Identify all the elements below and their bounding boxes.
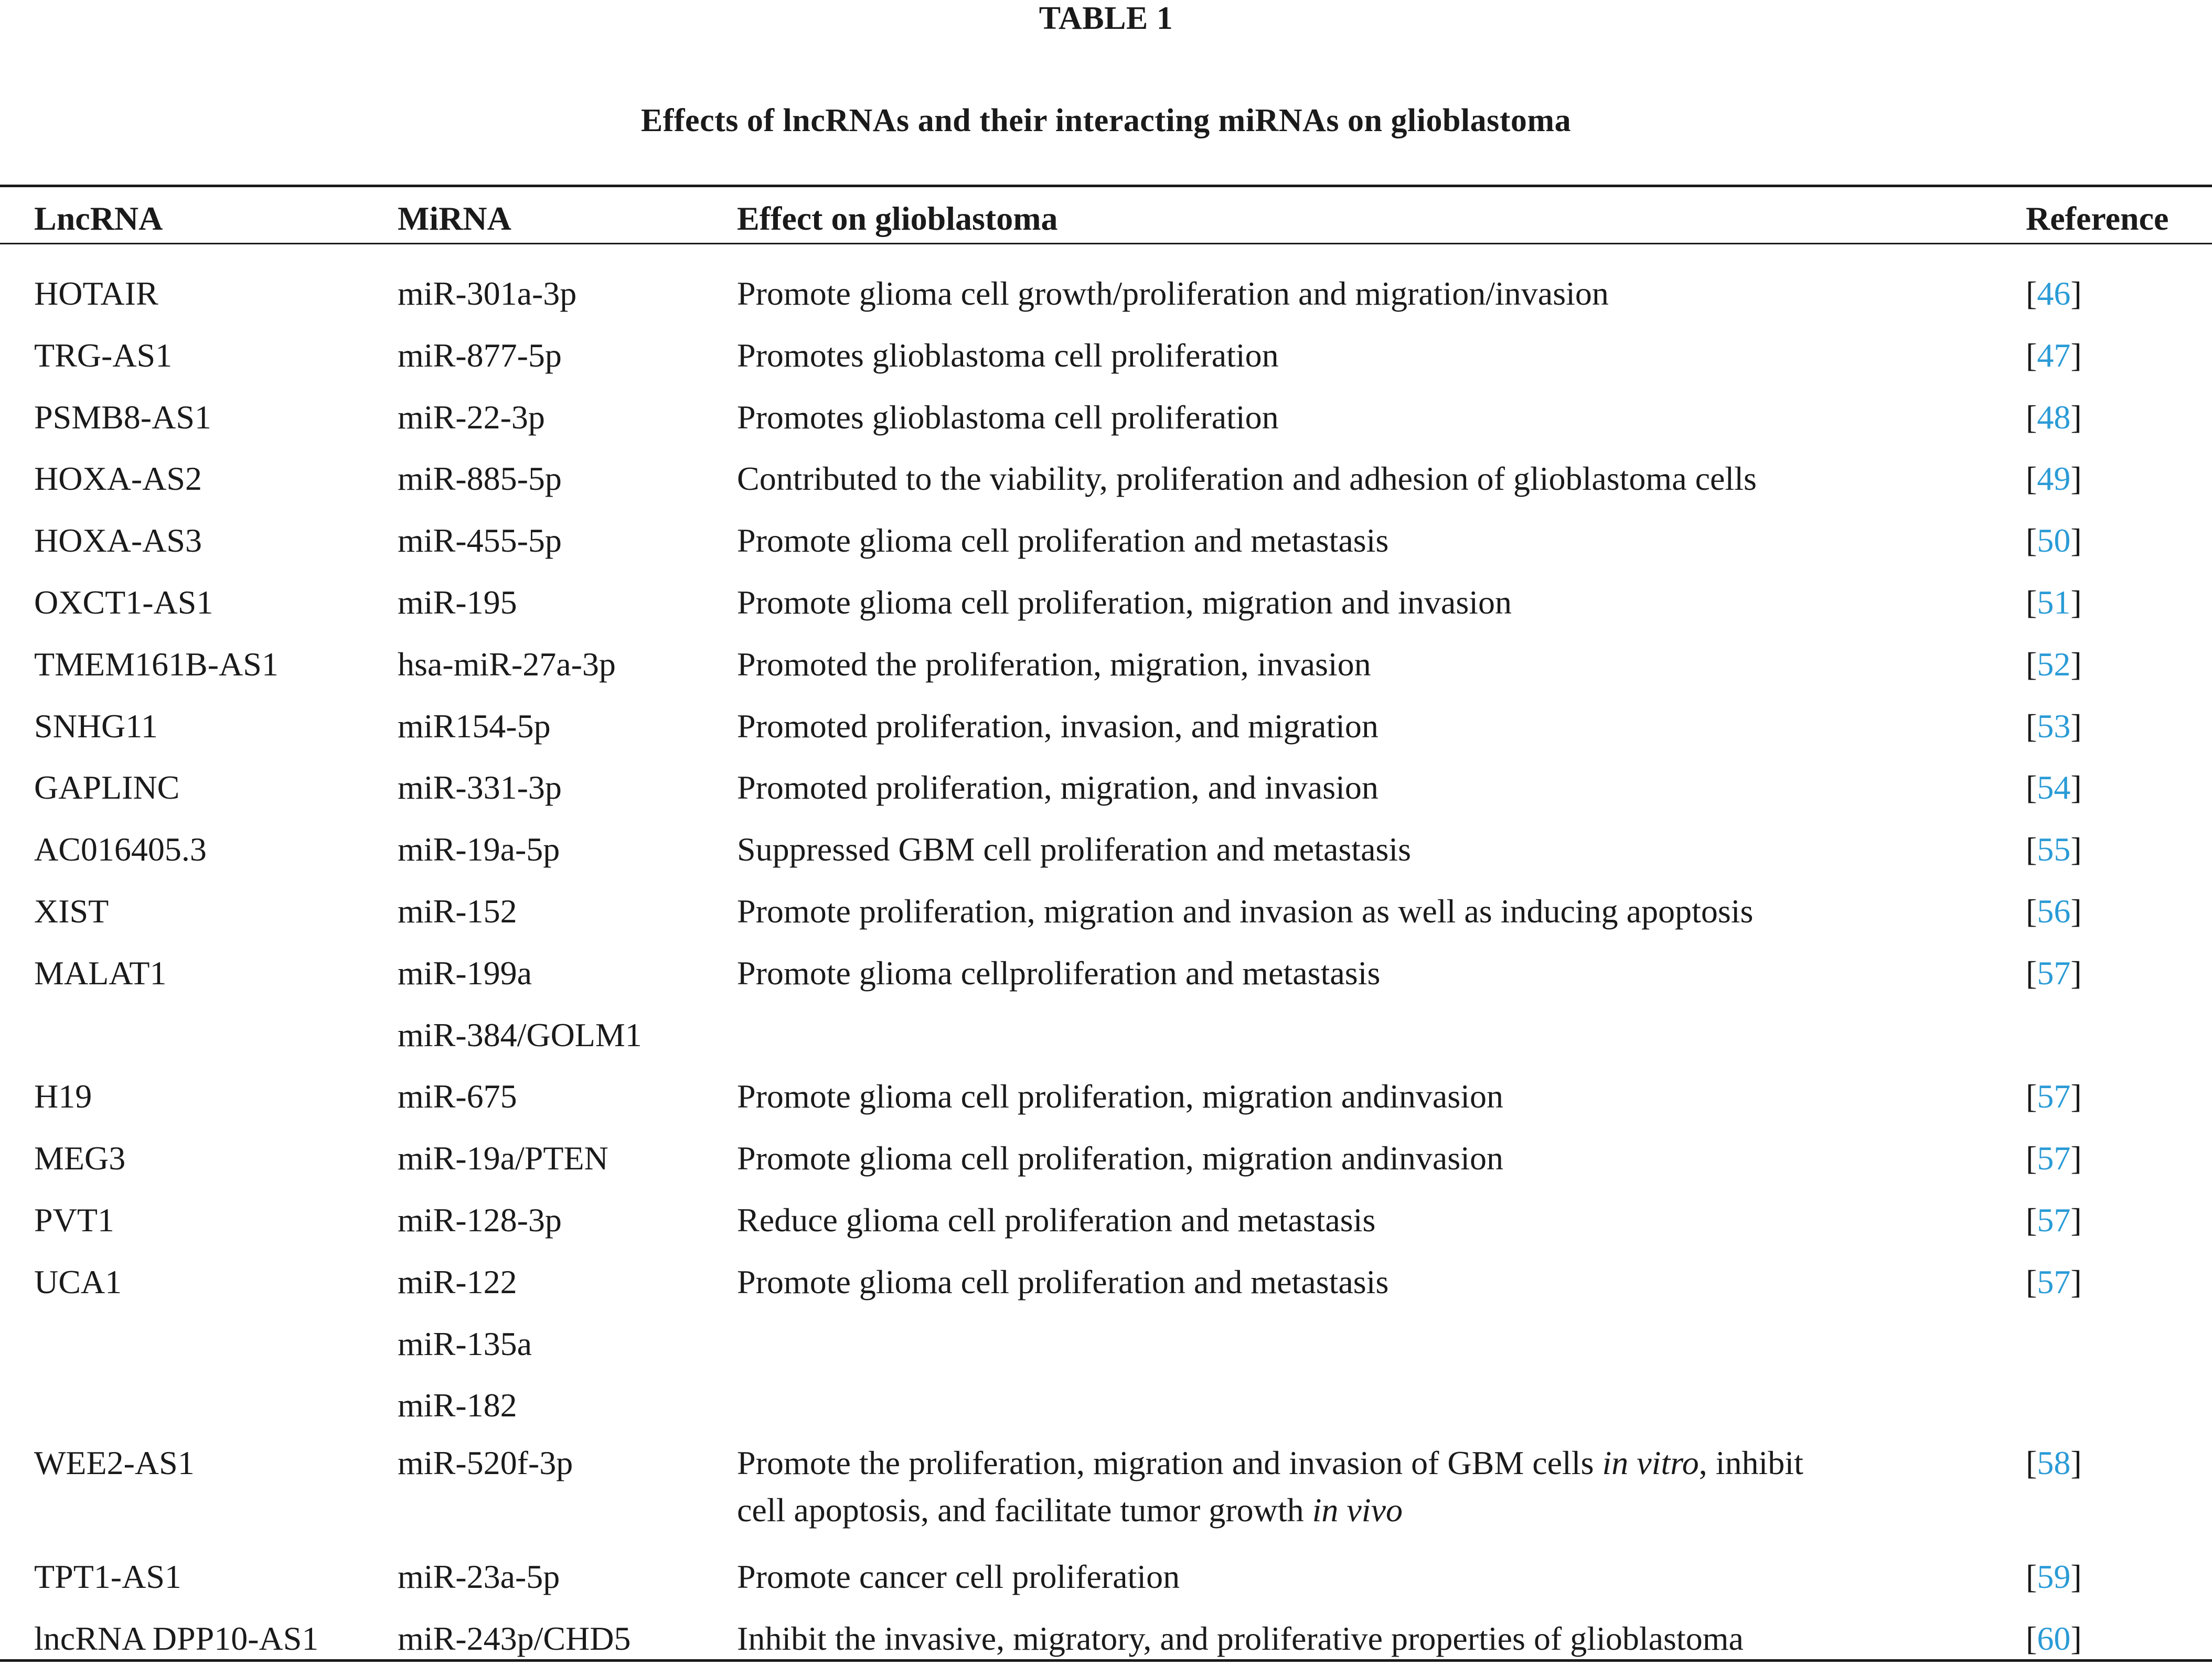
reference-link[interactable]: 46 [2037, 275, 2071, 312]
cell-mirna: miR-23a-5p [398, 1558, 560, 1595]
reference-link[interactable]: 51 [2037, 584, 2071, 621]
cell-effect: Promote glioma cell proliferation and metastasis [737, 522, 1389, 559]
reference-link[interactable]: 57 [2037, 1201, 2071, 1239]
cell-mirna: miR-152 [398, 893, 517, 930]
cell-effect: Promote cancer cell proliferation [737, 1558, 1180, 1595]
effect-text: Promote the proliferation, migration and invasion of GBM cells [737, 1444, 1602, 1481]
reference-link[interactable]: 58 [2037, 1444, 2071, 1481]
cell-mirna: miR154-5p [398, 707, 551, 745]
cell-mirna: miR-135a [398, 1325, 532, 1362]
cell-lncrna: XIST [34, 893, 109, 930]
reference-link[interactable]: 49 [2037, 460, 2071, 497]
cell-effect: Promote glioma cellproliferation and metastasis [737, 954, 1381, 992]
reference-link[interactable]: 57 [2037, 1140, 2071, 1177]
effect-text: , inhibit [1698, 1444, 1803, 1481]
row-wee2-lncrna: WEE2-AS1 [34, 1444, 195, 1481]
row-wee2-mirna: miR-520f-3p [398, 1444, 573, 1481]
cell-lncrna: H19 [34, 1078, 92, 1115]
cell-lncrna: SNHG11 [34, 707, 158, 745]
reference-link[interactable]: 57 [2037, 954, 2071, 992]
cell-mirna: miR-19a-5p [398, 831, 560, 868]
reference-link[interactable]: 52 [2037, 646, 2071, 683]
table-title: Effects of lncRNAs and their interacting miRNAs on glioblastoma [640, 103, 1572, 138]
header-rule [0, 243, 2212, 244]
header-effect: Effect on glioblastoma [737, 200, 1058, 237]
cell-reference[interactable]: [53] [2026, 707, 2082, 745]
reference-link[interactable]: 60 [2037, 1620, 2071, 1657]
cell-mirna: miR-195 [398, 584, 517, 621]
cell-lncrna: PSMB8-AS1 [34, 399, 211, 436]
cell-reference[interactable]: [46] [2026, 275, 2082, 312]
row-wee2-effect [737, 1439, 2022, 1534]
table-label: TABLE 1 [1039, 1, 1173, 36]
cell-mirna: miR-331-3p [398, 769, 562, 806]
cell-lncrna: TMEM161B-AS1 [34, 646, 279, 683]
cell-effect: Promote glioma cell proliferation and metastasis [737, 1263, 1389, 1300]
effect-italic: in vivo [1312, 1491, 1403, 1529]
cell-effect: Promote glioma cell growth/proliferation and migration/invasion [737, 275, 1609, 312]
cell-reference[interactable]: [51] [2026, 584, 2082, 621]
cell-lncrna: HOXA-AS3 [34, 522, 202, 559]
cell-effect: Promote glioma cell proliferation, migration andinvasion [737, 1078, 1503, 1115]
reference-link[interactable]: 57 [2037, 1263, 2071, 1300]
cell-effect: Promote proliferation, migration and invasion as well as inducing apoptosis [737, 893, 1754, 930]
reference-link[interactable]: 59 [2037, 1558, 2071, 1595]
row-wee2-effect-line2 [737, 1487, 2022, 1534]
cell-reference[interactable]: [54] [2026, 769, 2082, 806]
cell-mirna: miR-182 [398, 1386, 517, 1424]
cell-lncrna: UCA1 [34, 1263, 122, 1300]
cell-effect: Inhibit the invasive, migratory, and proliferative properties of glioblastoma [737, 1620, 1744, 1657]
cell-reference[interactable]: [49] [2026, 460, 2082, 497]
cell-mirna: hsa-miR-27a-3p [398, 646, 616, 683]
cell-mirna: miR-877-5p [398, 337, 562, 374]
cell-effect: Promotes glioblastoma cell proliferation [737, 399, 1279, 436]
cell-lncrna: OXCT1-AS1 [34, 584, 213, 621]
cell-lncrna: MALAT1 [34, 954, 167, 992]
row-wee2-effect-line1 [737, 1439, 2022, 1487]
cell-reference[interactable]: [57] [2026, 1201, 2082, 1239]
cell-mirna: miR-301a-3p [398, 275, 577, 312]
reference-link[interactable]: 47 [2037, 337, 2071, 374]
cell-reference[interactable]: [57] [2026, 954, 2082, 992]
cell-reference[interactable]: [60] [2026, 1620, 2082, 1657]
cell-lncrna: GAPLINC [34, 769, 180, 806]
cell-mirna: miR-675 [398, 1078, 517, 1115]
cell-effect: Promote glioma cell proliferation, migration andinvasion [737, 1140, 1503, 1177]
cell-lncrna: TPT1-AS1 [34, 1558, 181, 1595]
cell-effect: Promoted proliferation, invasion, and migration [737, 707, 1379, 745]
cell-effect: Contributed to the viability, proliferation and adhesion of glioblastoma cells [737, 460, 1757, 497]
reference-link[interactable]: 57 [2037, 1078, 2071, 1115]
cell-mirna: miR-243p/CHD5 [398, 1620, 631, 1657]
reference-link[interactable]: 54 [2037, 769, 2071, 806]
reference-link[interactable]: 50 [2037, 522, 2071, 559]
cell-reference[interactable]: [50] [2026, 522, 2082, 559]
header-reference: Reference [2026, 200, 2169, 237]
table-bottom-rule [0, 1659, 2212, 1662]
reference-link[interactable]: 55 [2037, 831, 2071, 868]
cell-lncrna: HOXA-AS2 [34, 460, 202, 497]
cell-reference[interactable]: [59] [2026, 1558, 2082, 1595]
cell-reference[interactable]: [55] [2026, 831, 2082, 868]
cell-mirna: miR-384/GOLM1 [398, 1016, 642, 1054]
reference-link[interactable]: 56 [2037, 893, 2071, 930]
cell-effect: Promote glioma cell proliferation, migration and invasion [737, 584, 1512, 621]
cell-reference[interactable]: [52] [2026, 646, 2082, 683]
cell-reference[interactable]: [47] [2026, 337, 2082, 374]
cell-reference[interactable]: [57] [2026, 1078, 2082, 1115]
cell-reference[interactable]: [57] [2026, 1263, 2082, 1300]
cell-lncrna: lncRNA DPP10-AS1 [34, 1620, 319, 1657]
cell-mirna: miR-19a/PTEN [398, 1140, 608, 1177]
cell-effect: Promoted proliferation, migration, and invasion [737, 769, 1379, 806]
table-top-rule [0, 185, 2212, 187]
cell-reference[interactable]: [48] [2026, 399, 2082, 436]
cell-effect: Suppressed GBM cell proliferation and metastasis [737, 831, 1412, 868]
effect-italic: in vitro [1602, 1444, 1699, 1481]
cell-mirna: miR-128-3p [398, 1201, 562, 1239]
cell-mirna: miR-122 [398, 1263, 517, 1300]
effect-text: cell apoptosis, and facilitate tumor growth [737, 1491, 1312, 1529]
reference-link[interactable]: 48 [2037, 399, 2071, 436]
cell-effect: Reduce glioma cell proliferation and metastasis [737, 1201, 1376, 1239]
cell-lncrna: PVT1 [34, 1201, 114, 1239]
header-mirna: MiRNA [398, 200, 511, 237]
cell-lncrna: HOTAIR [34, 275, 158, 312]
cell-effect: Promoted the proliferation, migration, invasion [737, 646, 1371, 683]
cell-reference[interactable]: [57] [2026, 1140, 2082, 1177]
cell-mirna: miR-22-3p [398, 399, 545, 436]
reference-link[interactable]: 53 [2037, 707, 2071, 745]
cell-lncrna: TRG-AS1 [34, 337, 173, 374]
header-lncrna: LncRNA [34, 200, 163, 237]
cell-reference[interactable]: [56] [2026, 893, 2082, 930]
cell-mirna: miR-885-5p [398, 460, 562, 497]
row-wee2-reference[interactable]: [58] [2026, 1444, 2082, 1481]
cell-lncrna: AC016405.3 [34, 831, 207, 868]
cell-mirna: miR-199a [398, 954, 532, 992]
cell-effect: Promotes glioblastoma cell proliferation [737, 337, 1279, 374]
cell-mirna: miR-455-5p [398, 522, 562, 559]
cell-lncrna: MEG3 [34, 1140, 126, 1177]
